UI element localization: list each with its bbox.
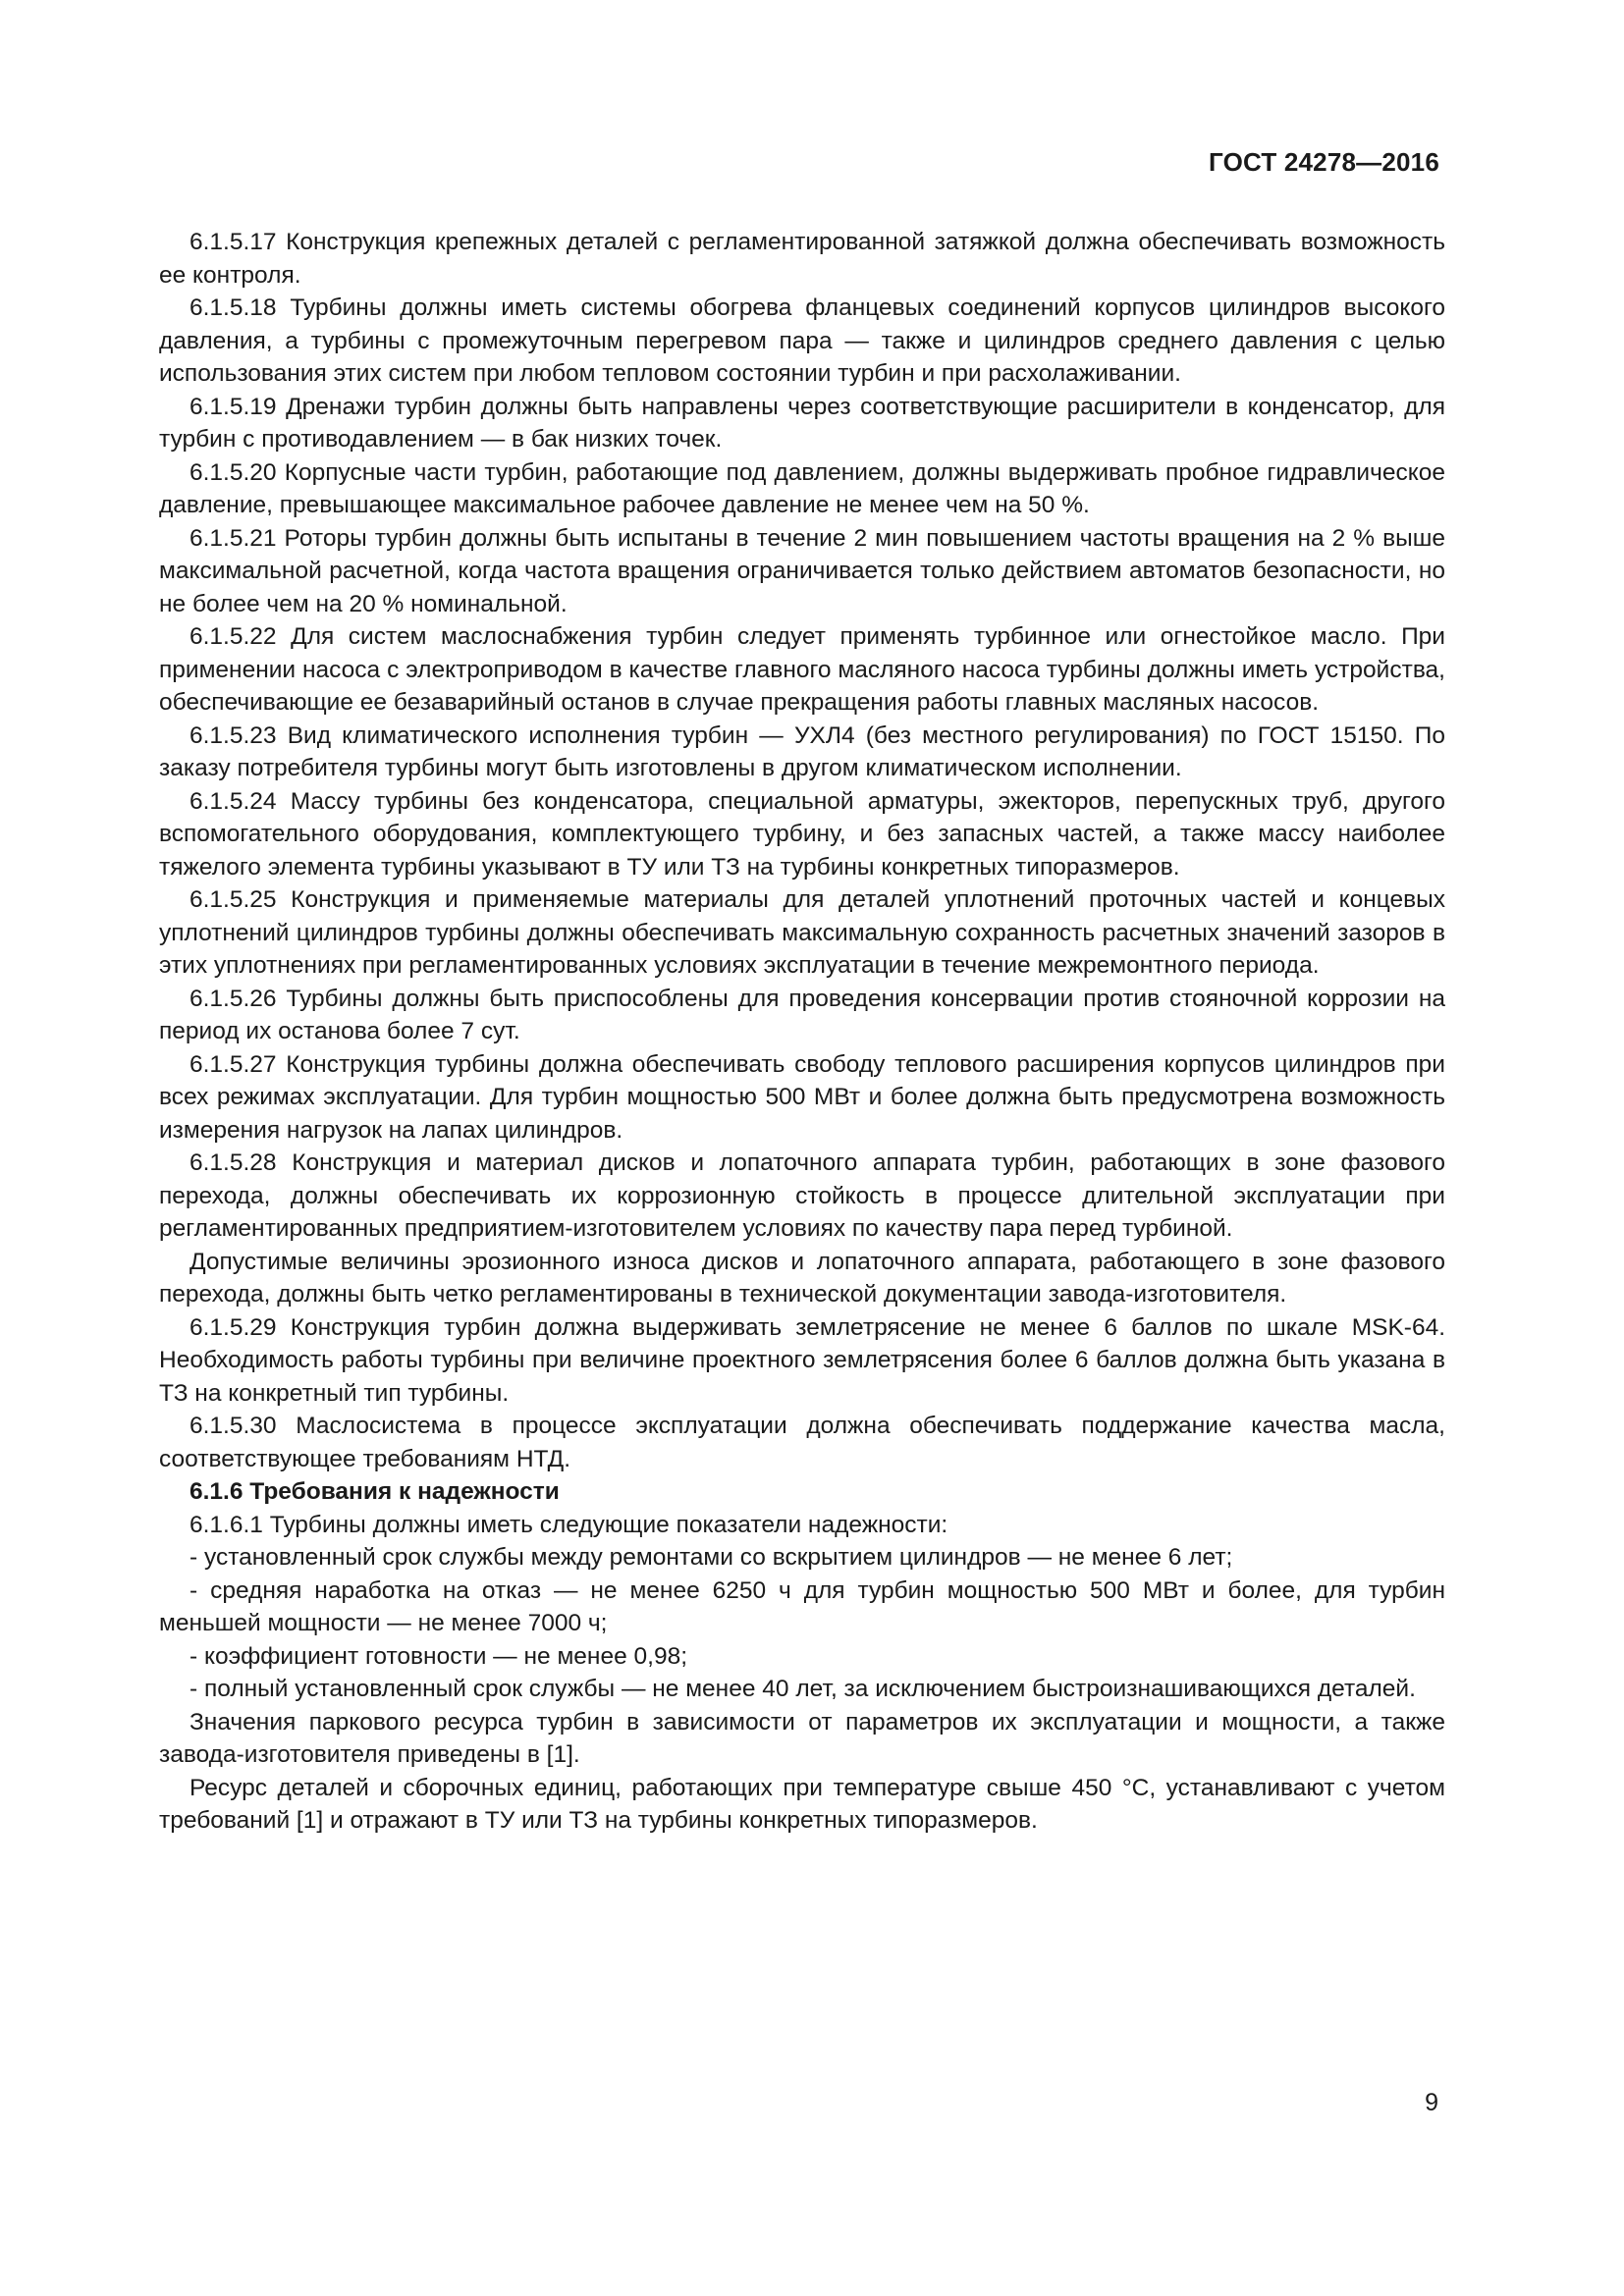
page-number: 9: [1425, 2089, 1438, 2116]
list-item: - средняя наработка на отказ — не менее 6250 ч для турбин мощностью 500 МВт и более, для турбин меньшей мощности — не менее 7000 ч;: [159, 1576, 1445, 1636]
paragraph-6-1-5-18: 6.1.5.18 Турбины должны иметь системы обогрева фланцевых соединений корпусов цилиндров высокого давления, а турбины с промежуточным перегревом пара — также и цилиндров среднего давления с целью использования этих систем при любом тепловом состоянии турбин и при расхолаживании.: [159, 294, 1445, 387]
paragraph-component-resource: Ресурс деталей и сборочных единиц, работающих при температуре свыше 450 °С, устанавливают с учетом требований [1] и отражают в ТУ или ТЗ на турбины конкретных типоразмеров.: [159, 1774, 1445, 1834]
paragraph-6-1-5-25: 6.1.5.25 Конструкция и применяемые материалы для деталей уплотнений проточных частей и концевых уплотнений цилиндров турбины должны обеспечивать максимальную сохранность расчетных значений зазоров в этих уплотнениях при регламентированных условиях эксплуатации в течение межремонтного периода.: [159, 886, 1445, 979]
paragraph-6-1-5-19: 6.1.5.19 Дренажи турбин должны быть направлены через соответствующие расширители в конденсатор, для турбин с противодавлением — в бак низких точек.: [159, 393, 1445, 453]
paragraph-6-1-5-24: 6.1.5.24 Массу турбины без конденсатора, специальной арматуры, эжекторов, перепускных труб, другого вспомогательного оборудования, комплектующего турбину, и без запасных частей, а также массу наиболее тяжелого элемента турбины указывают в ТУ или ТЗ на турбины конкретных типоразмеров.: [159, 787, 1445, 881]
paragraph-6-1-5-26: 6.1.5.26 Турбины должны быть приспособлены для проведения консервации против стояночной коррозии на период их останова более 7 сут.: [159, 985, 1445, 1044]
paragraph-6-1-5-21: 6.1.5.21 Роторы турбин должны быть испытаны в течение 2 мин повышением частоты вращения на 2 % выше максимальной расчетной, когда частота вращения ограничивается только действием автоматов безопасности, но не более чем на 20 % номинальной.: [159, 524, 1445, 617]
document-body: [159, 226, 1445, 1838]
paragraph-6-1-5-22: 6.1.5.22 Для систем маслоснабжения турбин следует применять турбинное или огнестойкое масло. При применении насоса с электроприводом в качестве главного масляного насоса турбины должны иметь устройства, обеспечивающие ее безаварийный останов в случае прекращения работы главных масляных насосов.: [159, 623, 1445, 716]
list-item: - коэффициент готовности — не менее 0,98;: [189, 1642, 687, 1670]
paragraph-erosion-limits: Допустимые величины эрозионного износа дисков и лопаточного аппарата, работающего в зоне фазового перехода, должны быть четко регламентированы в технической документации завода-изготовителя.: [159, 1248, 1445, 1308]
paragraph-6-1-5-23: 6.1.5.23 Вид климатического исполнения турбин — УХЛ4 (без местного регулирования) по ГОСТ 15150. По заказу потребителя турбины могут быть изготовлены в другом климатическом исполнении.: [159, 721, 1445, 781]
paragraph-6-1-5-27: 6.1.5.27 Конструкция турбины должна обеспечивать свободу теплового расширения корпусов цилиндров при всех режимах эксплуатации. Для турбин мощностью 500 МВт и более должна быть предусмотрена возможность измерения нагрузок на лапах цилиндров.: [159, 1050, 1445, 1144]
paragraph-6-1-5-17: 6.1.5.17 Конструкция крепежных деталей с регламентированной затяжкой должна обеспечивать возможность ее контроля.: [159, 229, 1445, 289]
paragraph-6-1-5-20: 6.1.5.20 Корпусные части турбин, работающие под давлением, должны выдерживать пробное гидравлическое давление, превышающее максимальное рабочее давление не менее чем на 50 %.: [159, 458, 1445, 518]
paragraph-6-1-6-1: 6.1.6.1 Турбины должны иметь следующие показатели надежности:: [189, 1511, 948, 1538]
paragraph-6-1-5-30: 6.1.5.30 Маслосистема в процессе эксплуатации должна обеспечивать поддержание качества масла, соответствующее требованиям НТД.: [159, 1413, 1445, 1472]
standard-code-header: ГОСТ 24278—2016: [1209, 147, 1439, 177]
paragraph-park-resource: Значения паркового ресурса турбин в зависимости от параметров их эксплуатации и мощности, а также завода-изготовителя приведены в [1].: [159, 1708, 1445, 1768]
section-heading-reliability: 6.1.6 Требования к надежности: [189, 1478, 560, 1505]
paragraph-6-1-5-29: 6.1.5.29 Конструкция турбин должна выдерживать землетрясение не менее 6 баллов по шкале MSK-64. Необходимость работы турбины при величине проектного землетрясения более 6 баллов должна быть указана в ТЗ на конкретный тип турбины.: [159, 1313, 1445, 1407]
list-item: - установленный срок службы между ремонтами со вскрытием цилиндров — не менее 6 лет;: [189, 1544, 1233, 1571]
list-item: - полный установленный срок службы — не менее 40 лет, за исключением быстроизнашивающихся деталей.: [189, 1676, 1416, 1702]
paragraph-6-1-5-28: 6.1.5.28 Конструкция и материал дисков и лопаточного аппарата турбин, работающих в зоне фазового перехода, должны обеспечивать их коррозионную стойкость в процессе длительной эксплуатации при регламентированных предприятием-изготовителем условиях по качеству пара перед турбиной.: [159, 1149, 1445, 1242]
